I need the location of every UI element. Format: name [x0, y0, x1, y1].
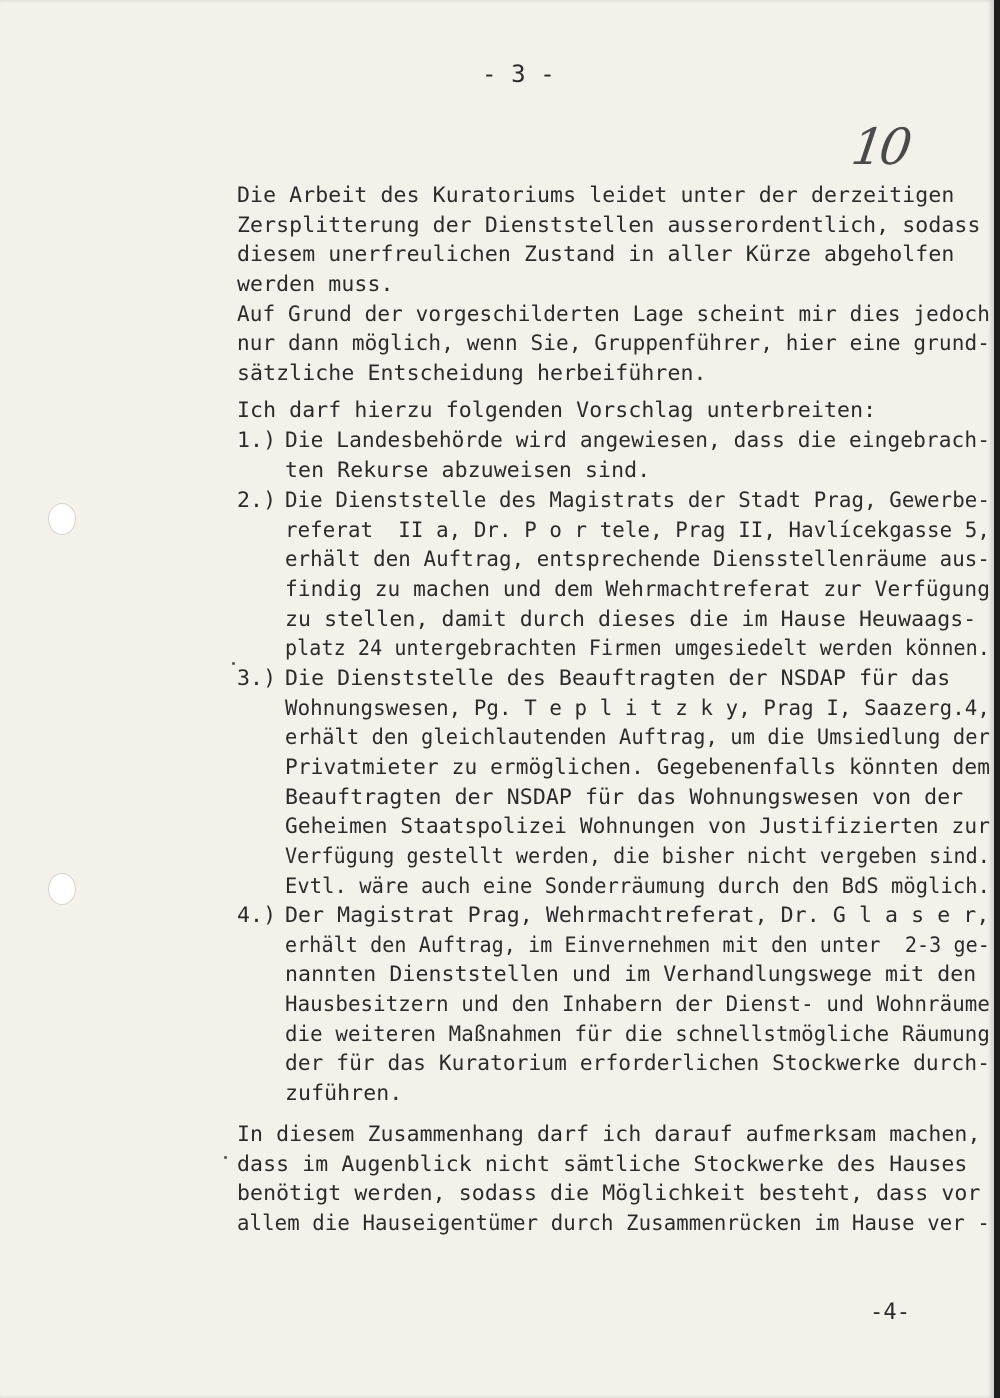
- scan-edge: [994, 0, 1000, 1398]
- item-line: platz 24 untergebrachten Firmen umgesiedelt werden können.: [285, 636, 990, 661]
- stray-mark: [224, 1156, 227, 1159]
- page-number: - 3 -: [482, 60, 555, 88]
- proposal-lead: Ich darf hierzu folgenden Vorschlag unterbreiten:: [237, 398, 877, 423]
- item-line: zu stellen, damit durch dieses die im Hause Heuwaags-: [285, 607, 977, 632]
- intro-line: nur dann möglich, wenn Sie, Gruppenführer, hier eine grund-: [237, 331, 990, 356]
- item-line: Die Dienststelle des Beauftragten der NSDAP für das: [285, 666, 951, 691]
- closing-line: allem die Hauseigentümer durch Zusammenrücken im Hause ver -: [237, 1211, 990, 1236]
- item-line: findig zu machen und dem Wehrmachtreferat zur Verfügung: [285, 577, 991, 602]
- intro-line: Auf Grund der vorgeschilderten Lage scheint mir dies jedoch: [237, 302, 990, 327]
- item-number: 3.): [237, 666, 277, 691]
- item-line: ten Rekurse abzuweisen sind.: [285, 458, 651, 483]
- item-line: Die Landesbehörde wird angewiesen, dass die eingebrach-: [285, 428, 991, 453]
- item-line: Evtl. wäre auch eine Sonderräumung durch den BdS möglich.: [285, 874, 991, 899]
- item-line: referat II a, Dr. P o r tele, Prag II, Havlícekgasse 5,: [285, 518, 990, 543]
- intro-line: sätzliche Entscheidung herbeiführen.: [237, 361, 707, 386]
- item-number: 4.): [237, 903, 277, 928]
- item-line: Der Magistrat Prag, Wehrmachtreferat, Dr. G l a s e r,: [285, 903, 990, 928]
- item-line: der für das Kuratorium erforderlichen Stockwerke durch-: [285, 1051, 991, 1076]
- intro-line: werden muss.: [237, 272, 394, 297]
- item-line: Geheimen Staatspolizei Wohnungen von Justifizierten zur: [285, 814, 991, 839]
- intro-line: Die Arbeit des Kuratoriums leidet unter der derzeitigen: [237, 183, 955, 208]
- intro-line: diesem unerfreulichen Zustand in aller Kürze abgeholfen: [237, 242, 955, 267]
- item-line: Privatmieter zu ermöglichen. Gegebenenfalls könnten dem: [285, 755, 991, 780]
- closing-line: In diesem Zusammenhang darf ich darauf aufmerksam machen,: [237, 1122, 981, 1147]
- item-line: Die Dienststelle des Magistrats der Stadt Prag, Gewerbe-: [285, 488, 990, 513]
- closing-line: benötigt werden, sodass die Möglichkeit besteht, dass vor: [237, 1181, 981, 1206]
- item-line: Beauftragten der NSDAP für das Wohnungswesen von der: [285, 785, 964, 810]
- item-line: erhält den gleichlautenden Auftrag, um die Umsiedlung der: [285, 725, 991, 750]
- stray-mark: [232, 662, 235, 665]
- handwritten-folio-number: 10: [847, 118, 912, 176]
- item-number: 1.): [237, 428, 277, 453]
- item-line: zuführen.: [285, 1081, 403, 1106]
- closing-line: dass im Augenblick nicht sämtliche Stockwerke des Hauses: [237, 1152, 968, 1177]
- item-number: 2.): [237, 488, 277, 513]
- item-line: erhält den Auftrag, entsprechende Diensstellenräume aus-: [285, 547, 990, 572]
- item-line: die weiteren Maßnahmen für die schnellstmögliche Räumung: [285, 1022, 990, 1047]
- next-page-marker: -4-: [870, 1300, 911, 1325]
- item-line: nannten Dienststellen und im Verhandlungswege mit den: [285, 962, 977, 987]
- punch-hole-upper: [48, 503, 76, 535]
- item-line: Hausbesitzern und den Inhabern der Dienst- und Wohnräume: [285, 992, 990, 1017]
- intro-line: Zersplitterung der Dienststellen ausserordentlich, sodass: [237, 213, 981, 238]
- item-line: Verfügung gestellt werden, die bisher nicht vergeben sind.: [285, 844, 990, 869]
- item-line: Wohnungswesen, Pg. T e p l i t z k y, Prag I, Saazerg.4,: [285, 696, 990, 721]
- punch-hole-lower: [48, 873, 76, 905]
- item-line: erhält den Auftrag, im Einvernehmen mit den unter 2-3 ge-: [285, 933, 990, 958]
